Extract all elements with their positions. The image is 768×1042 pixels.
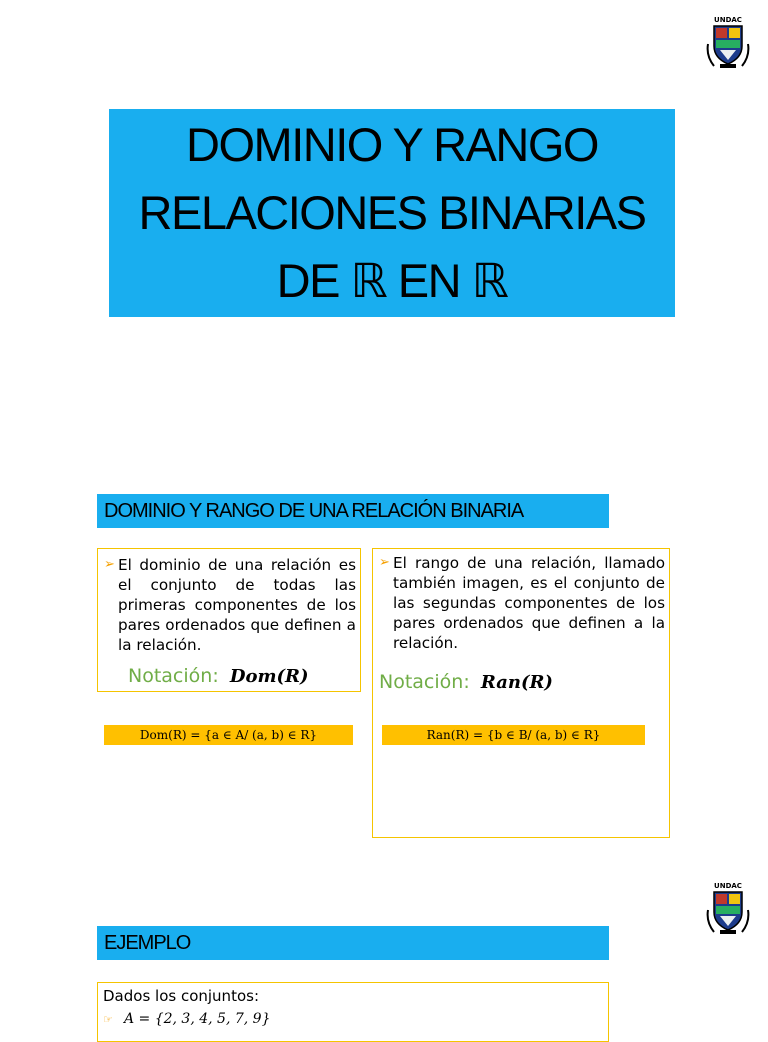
domain-notation-label: Notación: (128, 665, 219, 687)
title-banner (109, 109, 675, 317)
arrow-bullet-icon: ➢ (104, 557, 115, 572)
range-bullet (379, 553, 665, 653)
section-heading-example: EJEMPLO (97, 926, 609, 960)
domain-notation (128, 665, 308, 687)
section-heading-domain-range: DOMINIO Y RANGO DE UNA RELACIÓN BINARIA (97, 494, 609, 528)
title-line-3: DE ℝ EN ℝ (276, 254, 508, 307)
example-set-a: A = {2, 3, 4, 5, 7, 9} (123, 1011, 271, 1027)
range-formula: Ran(R) = {b ∈ B/ (a, b) ∈ R} (382, 725, 645, 745)
range-notation-math: Ran(R) (480, 672, 553, 693)
pointing-hand-icon: ☞ (103, 1013, 113, 1026)
example-box (97, 982, 609, 1042)
undac-crest-logo-2 (706, 880, 750, 936)
arrow-bullet-icon: ➢ (379, 555, 390, 570)
example-intro: Dados los conjuntos: (103, 987, 259, 1005)
svg-text:UNDAC: UNDAC (714, 882, 742, 890)
domain-definition-box (97, 548, 361, 692)
title-line-1: DOMINIO Y RANGO (186, 118, 598, 171)
undac-crest-logo (706, 14, 750, 70)
domain-notation-math: Dom(R) (229, 666, 309, 687)
svg-text:UNDAC: UNDAC (714, 16, 742, 24)
example-set-a-row (103, 1008, 270, 1027)
domain-formula: Dom(R) = {a ∈ A/ (a, b) ∈ R} (104, 725, 353, 745)
domain-definition-text: El dominio de una relación es el conjunto de todas las primeras componentes de los pares ordenados que definen a la relación. (118, 556, 356, 654)
range-definition-text: El rango de una relación, llamado también imagen, es el conjunto de las segundas componentes de los pares ordenados que definen a la relación. (393, 554, 665, 652)
domain-bullet (104, 555, 356, 655)
range-definition-box (372, 548, 670, 838)
range-notation-label: Notación: (379, 671, 470, 693)
title-line-2: RELACIONES BINARIAS (138, 186, 646, 239)
range-notation (379, 671, 553, 693)
